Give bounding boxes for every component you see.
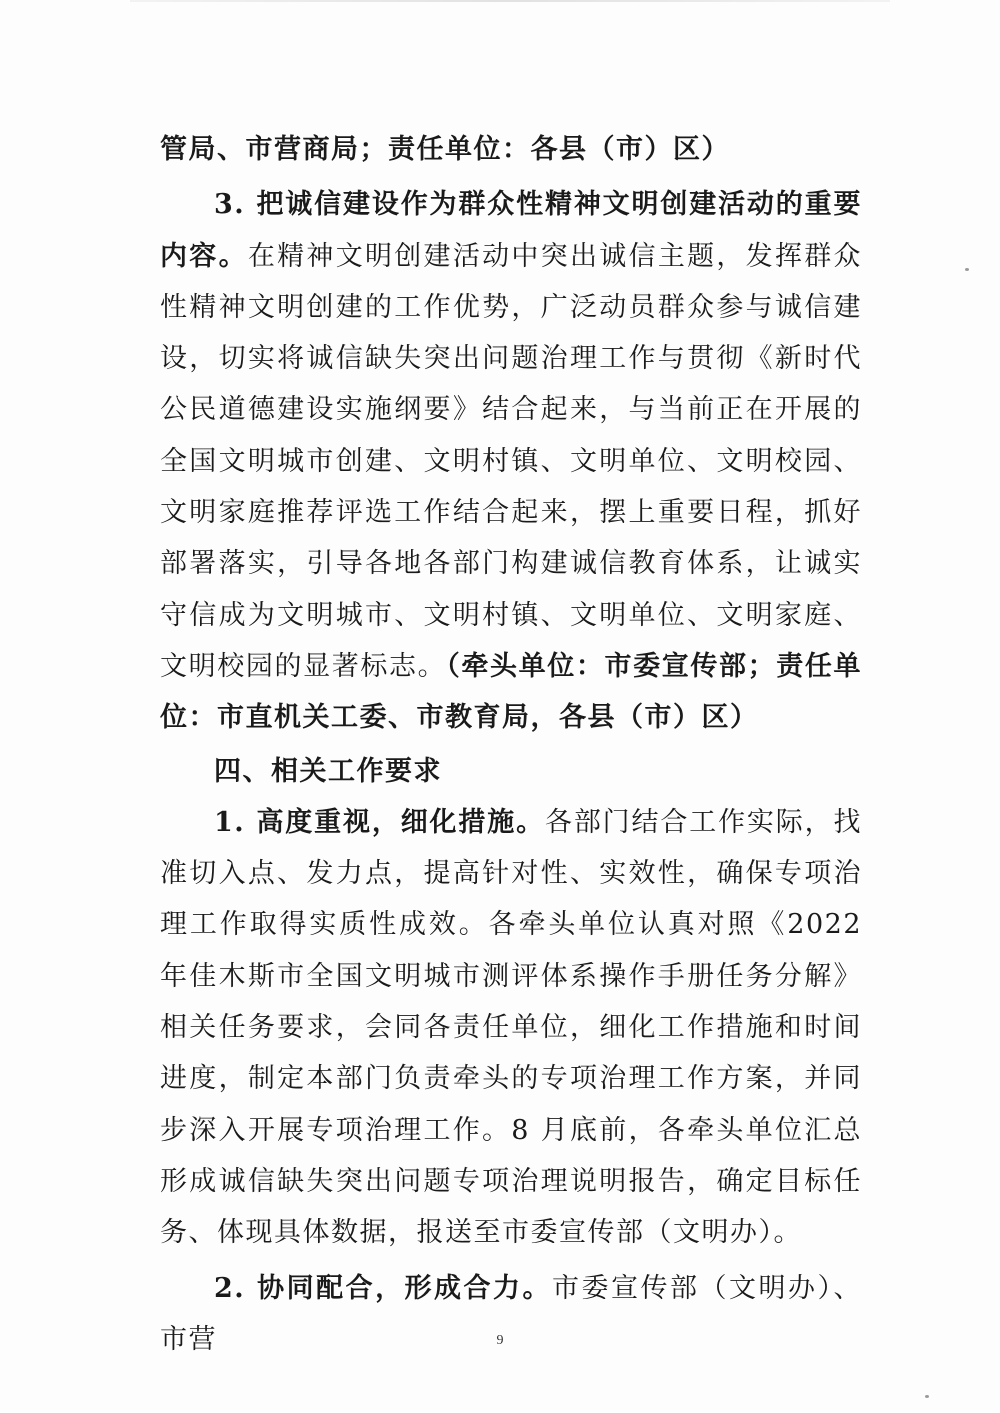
paragraph-req-1: [160, 797, 862, 1259]
page-number: 9: [496, 1333, 504, 1348]
scan-speck: [925, 1395, 929, 1398]
scan-edge-line: [130, 0, 890, 2]
req-1-body: 各部门结合工作实际，找准切入点、发力点，提高针对性、实效性，确保专项治理工作取得实质性成效。各牵头单位认真对照《2022 年佳木斯市全国文明城市测评体系操作手册任务分解》相关任务要求，会同各责任单位，细化工作措施和时间进度，制定本部门负责牵头的专项治理工作方案，并同步深入开展专项治理工作。8 月底前，各牵头单位汇总形成诚信缺失突出问题专项治理说明报告，确定目标任务、体现具体数据，报送至市委宣传部（文明办）。: [160, 806, 862, 1249]
req-1-title: 1. 高度重视，细化措施。: [214, 806, 545, 838]
paragraph-item-3: [160, 179, 862, 743]
req-2-body: 市委宣传部（文明办）、市营: [160, 1272, 863, 1355]
continued-line: [160, 124, 862, 175]
document-body: [160, 124, 862, 1365]
item-3-body: 在精神文明创建活动中突出诚信主题，发挥群众性精神文明创建的工作优势，广泛动员群众参与诚信建设，切实将诚信缺失突出问题治理工作与贯彻《新时代公民道德建设实施纲要》结合起来，与当前正在开展的全国文明城市创建、文明村镇、文明单位、文明校园、文明家庭推荐评选工作结合起来，摆上重要日程，抓好部署落实，引导各地各部门构建诚信教育体系，让诚实守信成为文明城市、文明村镇、文明单位、文明家庭、文明校园的显著标志。: [160, 240, 863, 682]
item-3-responsibility: （牵头单位：市委宣传部；责任单位：市直机关工委、市教育局，各县（市）区）: [160, 650, 862, 734]
continued-line-text: 管局、市营商局；责任单位：各县（市）区）: [160, 134, 730, 165]
section-heading: [160, 746, 862, 797]
section-heading-text: 四、相关工作要求: [214, 755, 442, 787]
scan-speck: [965, 268, 969, 271]
paragraph-req-2: [160, 1263, 862, 1366]
item-3-title: 3. 把诚信建设作为群众性精神文明创建活动的重要内容。: [160, 189, 862, 272]
req-2-title: 2. 协同配合，形成合力。: [214, 1272, 553, 1304]
